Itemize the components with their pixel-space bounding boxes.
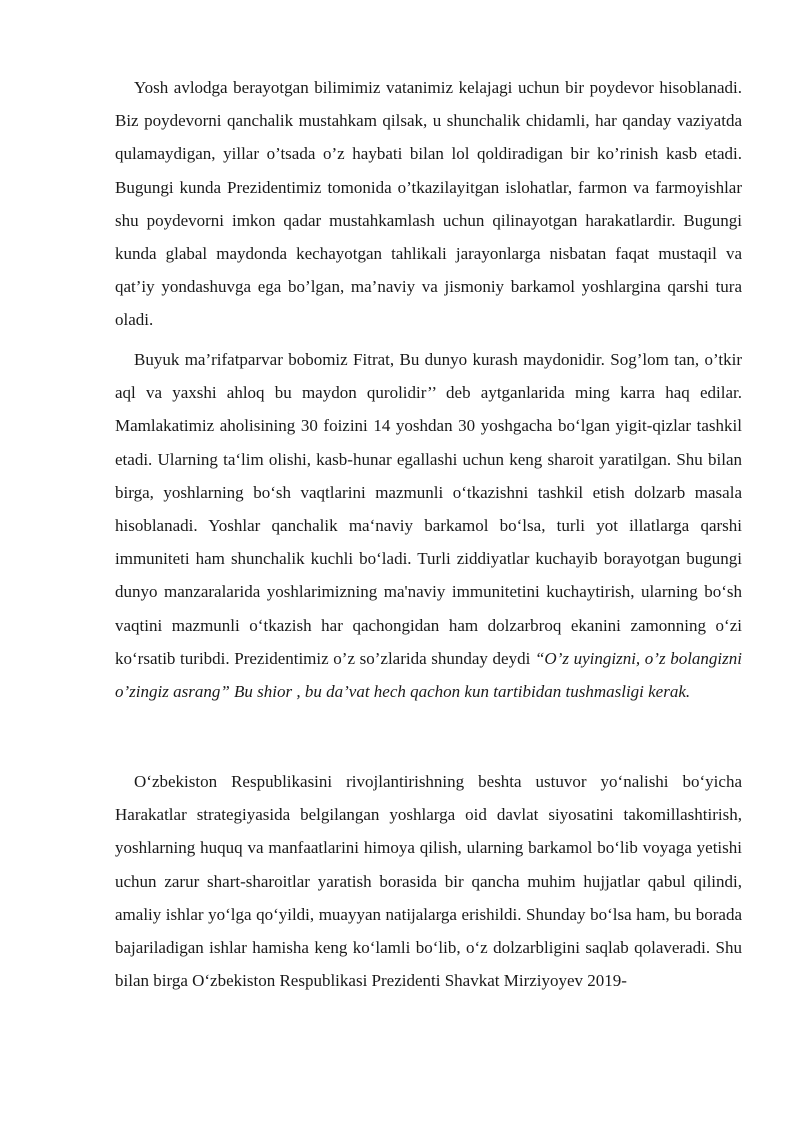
president-quote: “O’z uyingizni, o’z bolangizni o’zingiz asrang” Bu shior , bu da’vat hech qachon kun tartibidan tushmasligi kerak.	[115, 648, 742, 702]
paragraph-1	[115, 71, 742, 337]
paragraph-2-text	[115, 343, 742, 708]
paragraph-2	[115, 343, 742, 708]
paragraph-1-text: Yosh avlodga berayotgan bilimimiz vatanimiz kelajagi uchun bir poydevor hisoblanadi. Biz poydevorni qanchalik mustahkam qilsak, u shunchalik chidamli, har qanday vaziyatda qulamaydigan, yillar o’tsada o’z haybati bilan lol qoldiradigan bir ko’rinish kasb etadi. Bugungi kunda Prezidentimiz tomonida o’tkazilayitgan islohatlar, farmon va farmoyishlar shu poydevorni imkon qadar mustahkamlash uchun qilinayotgan harakatlardir. Bugungi kunda glabal maydonda kechayotgan tahlikali jarayonlarga nisbatan faqat mustaqil va qat’iy yondashuvga ega bo’lgan, ma’naviy va jismoniy barkamol yoshlargina qarshi tura oladi.	[115, 78, 742, 330]
paragraph-2-main-text: Buyuk ma’rifatparvar bobomiz Fitrat, Bu dunyo kurash maydonidir. Sog’lom tan, o’tkir aql va yaxshi ahloq bu maydon qurolidir’’ deb aytganlarida ming karra haq edilar. Mamlakatimiz aholisining 30 foizini 14 yoshdan 30 yoshgacha bo‘lgan yigit-qizlar tashkil etadi. Ularning ta‘lim olishi, kasb-hunar egallashi uchun keng sharoit yaratilgan. Shu bilan birga, yoshlarning bo‘sh vaqtlarini mazmunli o‘tkazishni tashkil etish dolzarb masala hisoblanadi. Yoshlar qanchalik ma‘naviy barkamol bo‘lsa, turli yot illatlarga qarshi immuniteti ham shunchalik kuchli bo‘ladi. Turli ziddiyatlar kuchayib borayotgan bugungi dunyo manzaralarida yoshlarimizning ma'naviy immunitetini kuchaytirish, ularning bo‘sh vaqtini mazmunli o‘tkazish har qachongidan ham dolzarbroq ekanini zamonning o‘zi ko‘rsatib turibdi. Prezidentimiz o’z so’zlarida shunday deydi	[115, 350, 742, 668]
paragraph-3-text: O‘zbekiston Respublikasini rivojlantirishning beshta ustuvor yo‘nalishi bo‘yicha Harakatlar strategiyasida belgilangan yoshlarga oid davlat siyosatini takomillashtirish, yoshlarning huquq va manfaatlarini himoya qilish, ularning barkamol bo‘lib voyaga yetishi uchun zarur shart-sharoitlar yaratish borasida bir qancha muhim hujjatlar qabul qilindi, amaliy ishlar yo‘lga qo‘yildi, muayyan natijalarga erishildi. Shunday bo‘lsa ham, bu borada bajariladigan ishlar hamisha keng ko‘lamli bo‘lib, o‘z dolzarbligini saqlab qolaveradi. Shu bilan birga O‘zbekiston Respublikasi Prezidenti Shavkat Mirziyoyev 2019-	[115, 772, 742, 991]
paragraph-3	[115, 765, 742, 997]
